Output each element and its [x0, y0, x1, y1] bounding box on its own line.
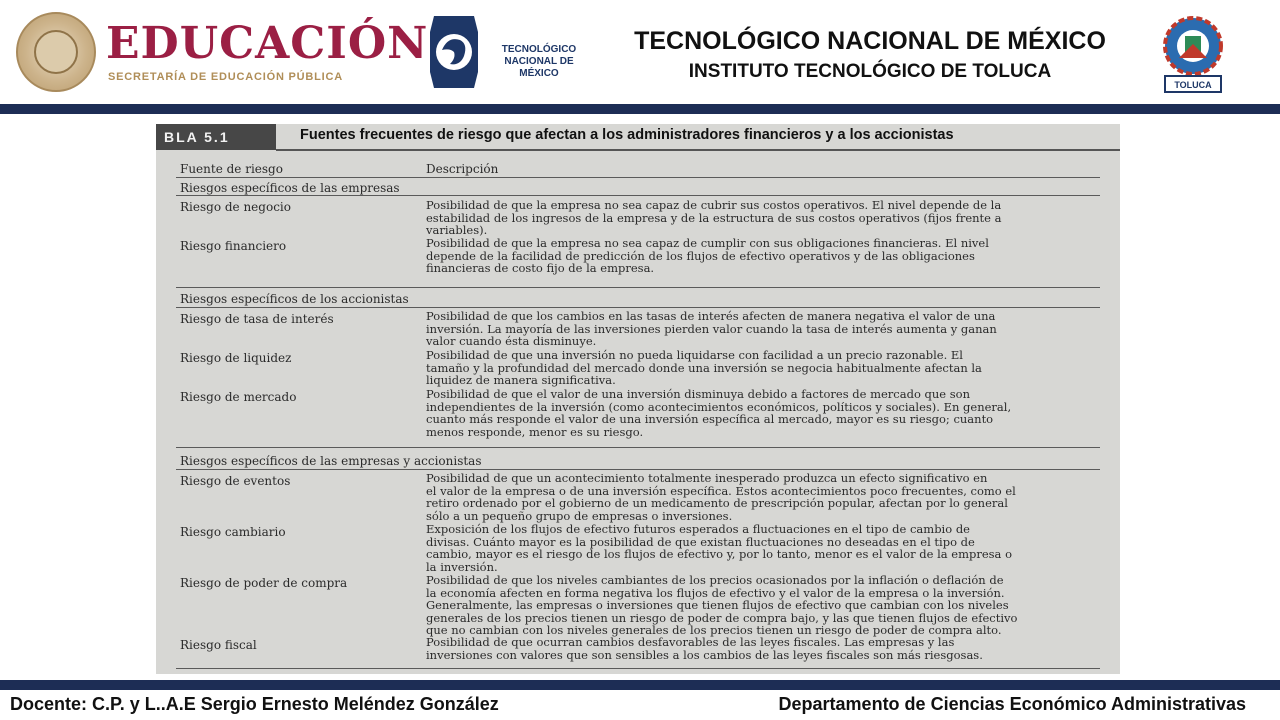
risk-description	[426, 199, 1104, 237]
header-rule	[176, 177, 1100, 178]
footer-docente: Docente: C.P. y L..A.E Sergio Ernesto Meléndez González	[10, 694, 499, 714]
risk-description	[426, 472, 1104, 522]
risk-name: Riesgo financiero	[180, 239, 287, 253]
description-line: Generalmente, las empresas o inversiones que tienen flujos de efectivo que cambian con los niveles	[426, 598, 1009, 613]
sep-logo-title: EDUCACIÓN	[106, 18, 429, 69]
description-line: inversión. La mayoría de las inversiones pierden valor cuando la tasa de interés aumenta y ganan	[426, 321, 997, 336]
eagle-emblem-icon	[34, 30, 78, 74]
column-header-risk: Fuente de riesgo	[180, 162, 283, 176]
description-line: menos responde, menor es su riesgo.	[426, 424, 644, 439]
description-line: Posibilidad de que ocurran cambios desfavorables de las leyes fiscales. Las empresas y las	[426, 635, 955, 649]
tecnm-logo-label	[484, 44, 594, 80]
section-title: Riesgos específicos de los accionistas	[180, 292, 409, 306]
institution-title: TECNOLÓGICO NACIONAL DE MÉXICO	[634, 27, 1106, 55]
description-line: Posibilidad de que la empresa no sea capaz de cubrir sus costos operativos. El nivel depende de la	[426, 198, 1002, 212]
description-line: Posibilidad de que los cambios en las tasas de interés afecten de manera negativa el valor de una	[426, 309, 996, 323]
column-header-description: Descripción	[426, 162, 499, 176]
description-line: sólo a un pequeño grupo de empresas o inversiones.	[426, 508, 733, 523]
toluca-logo-icon	[1155, 14, 1231, 94]
description-line: depende de la facilidad de predicción de los flujos de efectivo operativos y de las obligaciones	[426, 248, 975, 263]
description-line: Posibilidad de que la empresa no sea capaz de cumplir con sus obligaciones financieras. El nivel	[426, 236, 989, 250]
description-line: financieras de costo fijo de la empresa.	[426, 261, 655, 276]
section-rule	[176, 195, 1100, 196]
section-rule	[176, 307, 1100, 308]
risk-description	[426, 636, 1104, 661]
risk-name: Riesgo cambiario	[180, 525, 286, 539]
mexico-seal-icon	[16, 12, 96, 92]
risk-name: Riesgo de negocio	[180, 200, 291, 214]
description-line: cambio, mayor es el riesgo de los flujos de efectivo y, por lo tanto, menor es el valor de la empresa o	[426, 547, 1012, 562]
toluca-logo-label: TOLUCA	[1174, 80, 1212, 90]
risk-description	[426, 574, 1104, 637]
description-line: retiro ordenado por el gobierno de un medicamento de prescripción popular, afectan por lo general	[426, 496, 1008, 511]
table-number-label: BLA 5.1	[156, 124, 276, 150]
section-rule	[176, 287, 1100, 288]
description-line: Posibilidad de que una inversión no pueda liquidarse con facilidad a un precio razonable. El	[426, 348, 963, 362]
description-line: liquidez de manera significativa.	[426, 373, 616, 388]
description-line: la economía afecten en forma negativa los flujos de efectivo y el valor de la empresa o la inversión.	[426, 585, 1005, 600]
risk-table-scan	[156, 124, 1120, 674]
description-line: independientes de la inversión (como acontecimientos económicos, políticos y sociales). En general,	[426, 399, 1012, 414]
risk-description	[426, 523, 1104, 573]
description-line: que no cambian con los niveles generales de los precios tienen un riesgo de poder de compra alto.	[426, 623, 1002, 638]
table-title: Fuentes frecuentes de riesgo que afectan a los administradores financieros y a los accionistas	[300, 127, 954, 143]
tecnm-label-line1: TECNOLÓGICO	[501, 44, 577, 55]
header-divider-bar	[0, 104, 1280, 114]
risk-description	[426, 237, 1104, 275]
footer-divider-bar	[0, 680, 1280, 690]
sep-logo-subtitle: SECRETARÍA DE EDUCACIÓN PÚBLICA	[108, 71, 344, 83]
description-line: divisas. Cuánto mayor es la posibilidad de que existan fluctuaciones no deseadas en el tipo de	[426, 534, 975, 549]
description-line: variables).	[426, 223, 488, 238]
risk-description	[426, 349, 1104, 387]
description-line: generales de los precios tienen un riesgo de poder de compra bajo, y las que tienen flujos de efectivo	[426, 610, 1018, 625]
institution-subtitle: INSTITUTO TECNOLÓGICO DE TOLUCA	[688, 61, 1052, 82]
description-line: el valor de la empresa o de una inversión específica. Estos acontecimientos poco frecuentes, como el	[426, 483, 1016, 498]
description-line: Posibilidad de que los niveles cambiantes de los precios ocasionados por la inflación o deflación de	[426, 573, 1004, 587]
description-line: Posibilidad de que el valor de una inversión disminuya debido a factores de mercado que son	[426, 387, 970, 401]
risk-name: Riesgo de tasa de interés	[180, 312, 334, 326]
risk-name: Riesgo de eventos	[180, 474, 291, 488]
description-line: valor cuando ésta disminuye.	[426, 334, 597, 349]
description-line: Posibilidad de que un acontecimiento totalmente inesperado produzca un efecto significativo en	[426, 471, 988, 485]
section-rule	[176, 469, 1100, 470]
risk-name: Riesgo de liquidez	[180, 351, 292, 365]
section-title: Riesgos específicos de las empresas y accionistas	[180, 454, 482, 468]
risk-description	[426, 310, 1104, 348]
tecnm-logo-icon	[426, 12, 482, 92]
description-line: cuanto más responde el valor de una inversión específica al mercado, mayor es su riesgo; cuanto	[426, 412, 994, 427]
footer-departamento: Departamento de Ciencias Económico Administrativas	[778, 694, 1246, 714]
page-header	[0, 0, 1280, 104]
description-line: Exposición de los flujos de efectivo futuros esperados a fluctuaciones en el tipo de cambio de	[426, 522, 970, 536]
risk-description	[426, 388, 1104, 438]
title-rule	[276, 149, 1120, 151]
risk-name: Riesgo de poder de compra	[180, 576, 348, 590]
risk-name: Riesgo fiscal	[180, 638, 257, 652]
section-rule	[176, 447, 1100, 448]
description-line: la inversión.	[426, 559, 498, 574]
description-line: tamaño y la profundidad del mercado donde una inversión se negocia habitualmente afectan la	[426, 360, 982, 375]
description-line: inversiones con valores que son sensibles a los cambios de las leyes fiscales son más riesgosas.	[426, 647, 983, 662]
description-line: estabilidad de los ingresos de la empresa y de la estructura de sus costos operativos (fijos frente a	[426, 210, 1002, 225]
table-bottom-rule	[176, 668, 1100, 669]
risk-name: Riesgo de mercado	[180, 390, 297, 404]
tecnm-label-line2: NACIONAL DE MÉXICO	[504, 56, 574, 79]
section-title: Riesgos específicos de las empresas	[180, 181, 400, 195]
